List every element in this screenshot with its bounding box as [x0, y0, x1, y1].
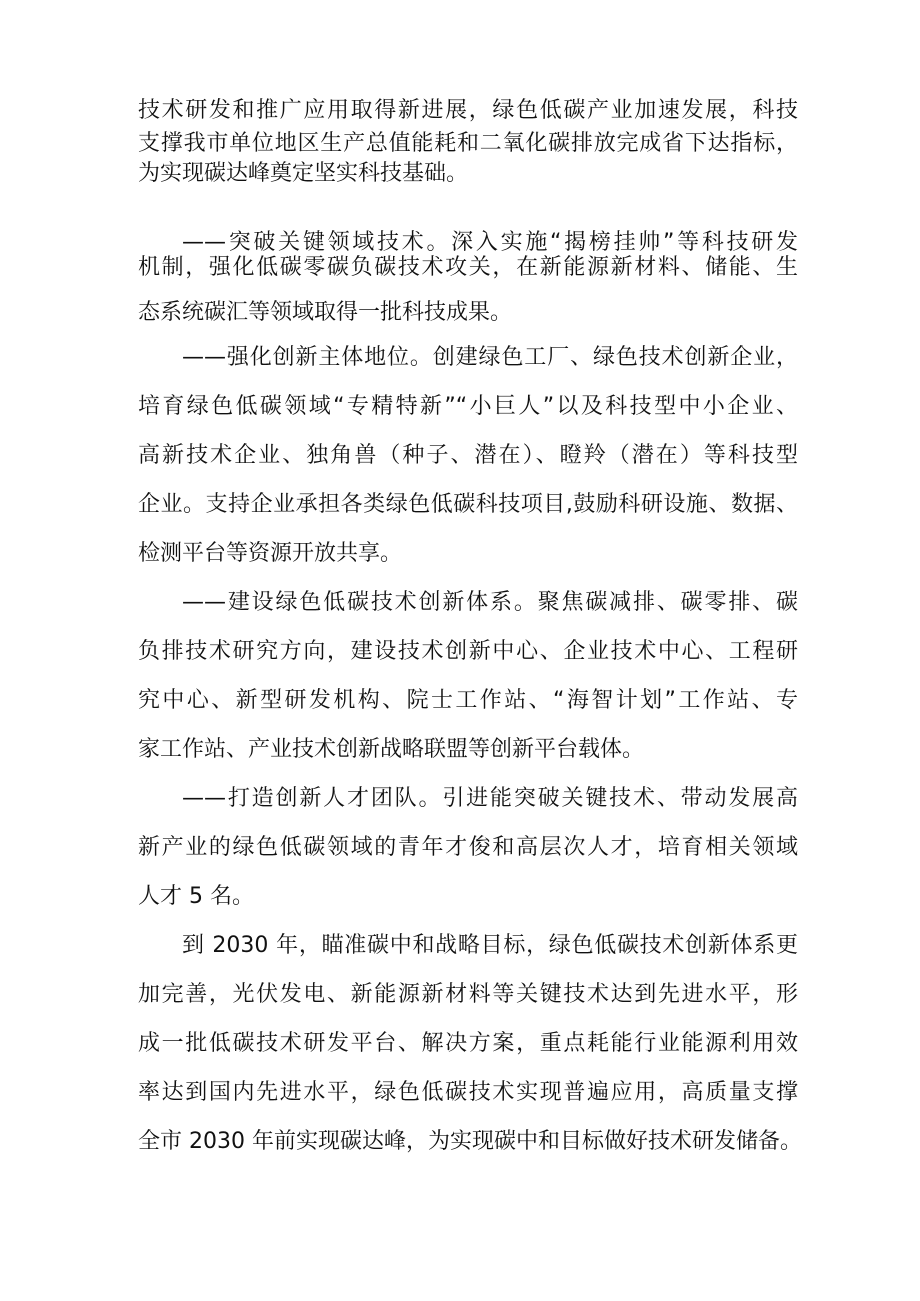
text-line: 究中心、新型研发机构、院士工作站、“海智计划”工作站、专 [138, 688, 798, 713]
text-line: 企业。支持企业承担各类绿色低碳科技项目,鼓励科研设施、数据、 [138, 492, 798, 517]
text-line: ——强化创新主体地位。创建绿色工厂、绿色技术创新企业， [182, 345, 798, 370]
text-line: 人才 5 名。 [138, 884, 254, 909]
text-line: 支撑我市单位地区生产总值能耗和二氧化碳排放完成省下达指标， [138, 131, 798, 156]
text-line: 高新技术企业、独角兽（种子、潜在）、瞪羚（潜在）等科技型 [138, 443, 798, 468]
text-line: 机制，强化低碳零碳负碳技术攻关，在新能源新材料、储能、生 [138, 255, 798, 280]
text-line: 率达到国内先进水平，绿色低碳技术实现普遍应用，高质量支撑 [138, 1080, 798, 1105]
text-line: 负排技术研究方向，建设技术创新中心、企业技术中心、工程研 [138, 639, 798, 664]
text-line: 全市 2030 年前实现碳达峰，为实现碳中和目标做好技术研发储备。 [138, 1129, 802, 1154]
text-line: ——突破关键领域技术。深入实施“揭榜挂帅”等科技研发 [182, 230, 798, 255]
text-line: 检测平台等资源开放共享。 [138, 541, 403, 566]
text-line: 为实现碳达峰奠定坚实科技基础。 [138, 161, 469, 186]
text-line: 培育绿色低碳领域“专精特新”“小巨人”以及科技型中小企业、 [138, 394, 798, 419]
text-line: ——打造创新人才团队。引进能突破关键技术、带动发展高 [182, 786, 798, 811]
text-line: 新产业的绿色低碳领域的青年才俊和高层次人才，培育相关领域 [138, 835, 798, 860]
text-line: 成一批低碳技术研发平台、解决方案，重点耗能行业能源利用效 [138, 1031, 798, 1056]
text-line: ——建设绿色低碳技术创新体系。聚焦碳减排、碳零排、碳 [182, 590, 798, 615]
text-line: 技术研发和推广应用取得新进展，绿色低碳产业加速发展，科技 [138, 98, 798, 123]
text-line: 到 2030 年，瞄准碳中和战略目标，绿色低碳技术创新体系更 [182, 933, 798, 958]
text-line: 家工作站、产业技术创新战略联盟等创新平台载体。 [138, 737, 645, 762]
text-line: 态系统碳汇等领域取得一批科技成果。 [138, 300, 513, 325]
text-line: 加完善，光伏发电、新能源新材料等关键技术达到先进水平，形 [138, 982, 798, 1007]
